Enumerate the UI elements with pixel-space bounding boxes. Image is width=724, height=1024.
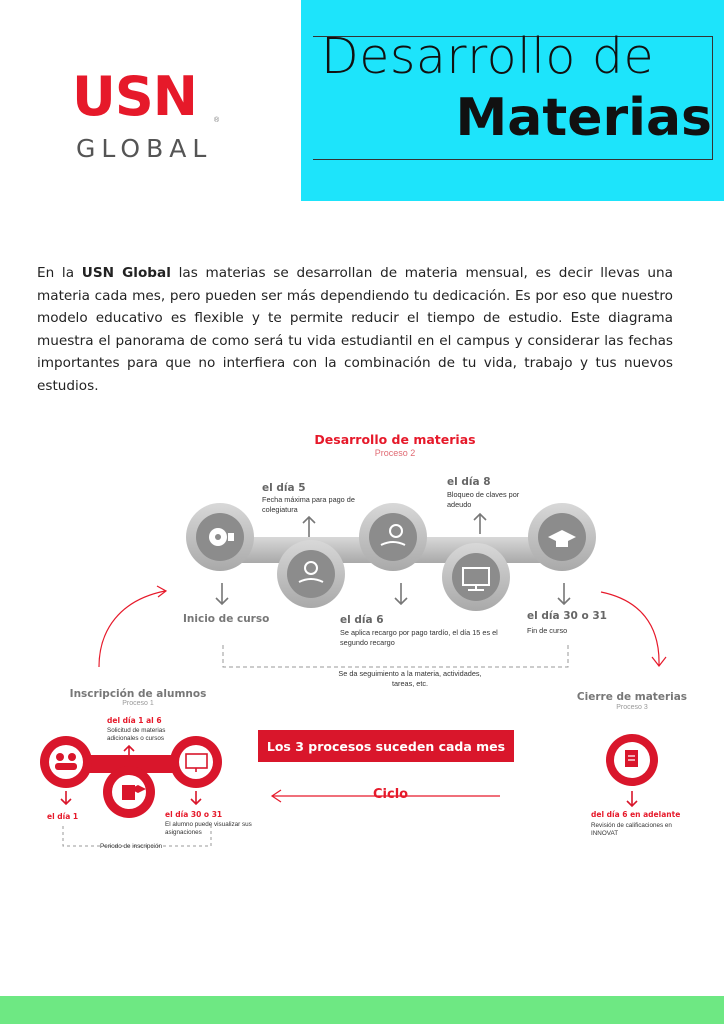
process3-day6: del día 6 en adelante (591, 810, 681, 819)
process1-title: Inscripción de alumnos (69, 688, 207, 700)
process1-day30: el día 30 o 31 (165, 810, 223, 819)
process1-subtitle: Proceso 1 (122, 700, 154, 707)
process2-day30: el día 30 o 31 (527, 610, 607, 622)
process1-day1-6-text: Solicitud de materias adicionales o cursos (107, 727, 166, 742)
process3-arrow (627, 791, 637, 806)
process2-day6-text: Se aplica recargo por pago tardío, el día 15 es el segundo recargo (340, 628, 498, 647)
intro-prefix: En la (37, 265, 82, 281)
process2-subtitle: Proceso 2 (374, 448, 416, 458)
process1-day1-6: del día 1 al 6 (107, 716, 162, 725)
process3-subtitle: Proceso 3 (616, 704, 648, 711)
process2-day8: el día 8 (447, 476, 491, 488)
process2-day6: el día 6 (340, 614, 384, 626)
process3-day6-text: Revisión de calificaciones en INNOVAT (591, 822, 672, 837)
cycle-arrow-right (601, 592, 659, 665)
follow-up-bracket (223, 645, 568, 667)
footer-bar (0, 996, 724, 1024)
process2-day8-text: Bloqueo de claves por adeudo (447, 490, 520, 509)
process2-start: Inicio de curso (183, 613, 270, 625)
logo-registered: ® (214, 117, 220, 124)
process3-title: Cierre de materias (576, 691, 688, 703)
intro-brand: USN Global (81, 265, 171, 281)
page-title-line2: Materias (455, 88, 712, 148)
logo-global: GLOBAL (76, 134, 213, 163)
process1-day30-text: El alumno puede visualizar sus asignaciones (165, 821, 252, 836)
intro-text: las materias se desarrollan de materia mensual, es decir llevas una materia cada mes, pero pueden ser más dependiendo tu dedicación. Es por eso que nuestro modelo educativo es flexible y te permite reducir el tiempo de estudio. Este diagrama muestra el panorama de como será tu vida estudiantil en el campus y considerar las fechas importantes para que no interfiera con la combinación de tu vida, trabajo y tus nuevos estudios. (37, 265, 673, 394)
cycle-arrow-left (99, 591, 165, 667)
process3-node (606, 734, 658, 786)
page-title-line1: Desarrollo de (321, 28, 655, 85)
process1-day1: el día 1 (47, 812, 79, 821)
process2-follow-up: Se da seguimiento a la materia, actividades, tareas, etc. (338, 669, 482, 688)
cycle-label: Ciclo (373, 787, 409, 802)
process2-day30-text: Fin de curso (527, 626, 568, 635)
process2-day5: el día 5 (262, 482, 306, 494)
process2-day5-text: Fecha máxima para pago de colegiatura (262, 495, 355, 514)
processes-banner: Los 3 procesos suceden cada mes (258, 730, 514, 762)
process1-period: Periodo de inscripción (100, 843, 162, 850)
process2-title: Desarrollo de materias (314, 432, 476, 447)
process2-chain (186, 503, 596, 611)
logo-usn: USN (72, 65, 197, 128)
